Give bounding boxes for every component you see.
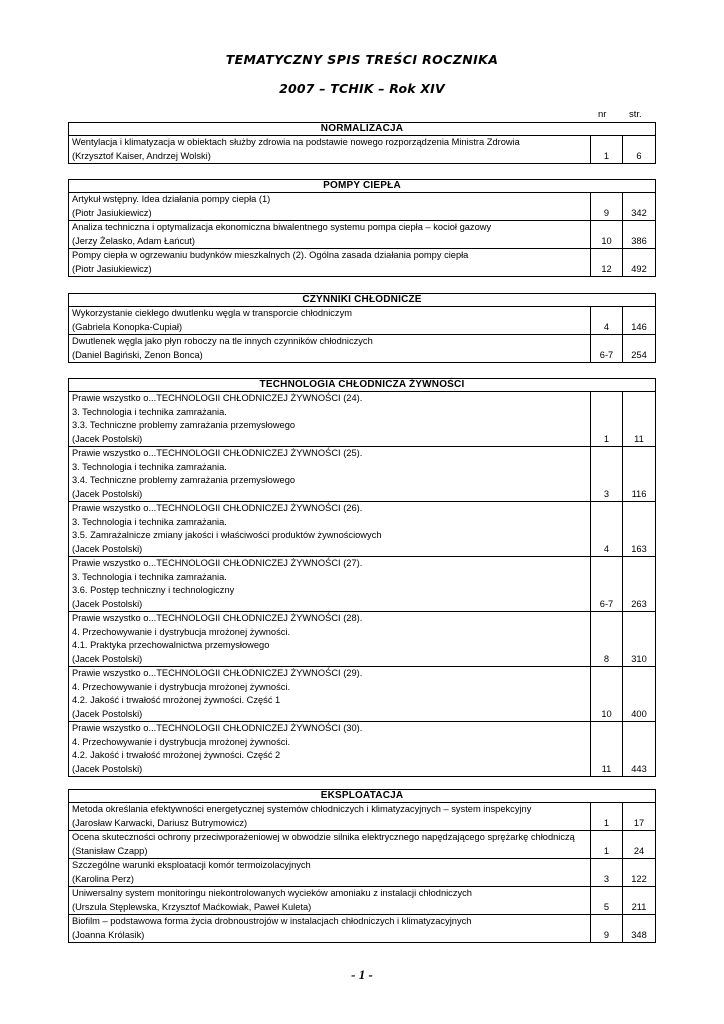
entry-title-line: 3.3. Techniczne problemy zamrażania przemysłowego — [72, 420, 296, 430]
entry-issue-number: 11 — [591, 722, 623, 776]
entry-text — [69, 335, 591, 362]
toc-entry — [69, 249, 655, 277]
entry-page-number: 400 — [631, 708, 647, 719]
entry-page-number: 122 — [631, 873, 647, 884]
entry-text — [69, 887, 591, 914]
entry-authors: (Daniel Bagiński, Zenon Bonca) — [72, 349, 203, 360]
entry-page-number: 17 — [633, 817, 645, 828]
entry-page-number: 386 — [631, 235, 647, 246]
section-heading: EKSPLOATACJA — [69, 790, 655, 803]
toc-entry — [69, 392, 655, 447]
entry-issue-number: 1 — [591, 136, 623, 163]
entry-page-number: 11 — [634, 433, 644, 444]
entry-authors: (Gabriela Konopka-Cupiał) — [72, 321, 183, 332]
entry-page-number: 310 — [631, 653, 647, 664]
toc-section — [68, 378, 656, 777]
toc-entry — [69, 831, 655, 859]
entry-text — [69, 136, 591, 163]
entry-issue-number: 6-7 — [591, 557, 623, 611]
entry-authors: (Jacek Postolski) — [72, 708, 143, 719]
entry-issue-number: 12 — [591, 249, 623, 276]
entry-text — [69, 502, 591, 556]
entry-text — [69, 193, 591, 220]
entry-page-number: 263 — [631, 598, 647, 609]
entry-title-line: 4.2. Jakość i trwałość mrożonej żywności. Część 1 — [72, 695, 281, 705]
entry-page-number: 24 — [633, 845, 645, 856]
entry-text — [69, 915, 591, 942]
toc-entry — [69, 136, 655, 164]
entry-title-line: Biofilm – podstawowa forma życia drobnoustrojów w instalacjach chłodniczych i klimatyzacyjnych — [72, 916, 472, 926]
entry-authors: (Joanna Królasik) — [72, 929, 145, 940]
entry-title-line: Prawie wszystko o...TECHNOLOGII CHŁODNICZEJ ŻYWNOŚCI (26). — [72, 503, 363, 513]
entry-title-line: Wentylacja i klimatyzacja w obiektach służby zdrowia na podstawie nowego rozporządzenia Ministra Zdrowia — [72, 137, 520, 147]
toc-entry — [69, 502, 655, 557]
entry-title-line: 3.6. Postęp techniczny i technologiczny — [72, 585, 235, 595]
entry-authors: (Piotr Jasiukiewicz) — [72, 207, 152, 218]
entry-issue-number: 3 — [591, 447, 623, 501]
entry-title-line: 3.4. Techniczne problemy zamrażania przemysłowego — [72, 475, 296, 485]
entry-authors: (Jerzy Żelasko, Adam Łańcut) — [72, 235, 195, 246]
entry-page-number: 492 — [631, 263, 647, 274]
toc-entry — [69, 557, 655, 612]
entry-authors: (Jacek Postolski) — [72, 488, 143, 499]
entry-text — [69, 667, 591, 721]
toc-entry — [69, 803, 655, 831]
column-header-nr: nr — [598, 109, 607, 120]
page-number: - 1 - — [351, 967, 373, 982]
toc-entry — [69, 221, 655, 249]
section-heading: POMPY CIEPŁA — [69, 180, 655, 193]
entry-issue-number: 8 — [591, 612, 623, 666]
section-heading: CZYNNIKI CHŁODNICZE — [69, 294, 655, 307]
toc-section — [68, 122, 656, 164]
entry-issue-number: 9 — [591, 193, 623, 220]
toc-section — [68, 789, 656, 943]
entry-text — [69, 612, 591, 666]
entry-page-number: 342 — [631, 207, 647, 218]
toc-section — [68, 293, 656, 363]
entry-title-line: 4.1. Praktyka przechowalnictwa przemysłowego — [72, 640, 270, 650]
entry-authors: (Jacek Postolski) — [72, 653, 143, 664]
entry-authors: (Jacek Postolski) — [72, 543, 143, 554]
entry-title-line: Prawie wszystko o...TECHNOLOGII CHŁODNICZEJ ŻYWNOŚCI (27). — [72, 558, 363, 568]
toc-entry — [69, 859, 655, 887]
entry-title-line: Uniwersalny system monitoringu niekontrolowanych wycieków amoniaku z instalacji chłodniczych — [72, 888, 472, 898]
document-title: TEMATYCZNY SPIS TREŚCI ROCZNIKA — [225, 52, 499, 67]
entry-title-line: 3. Technologia i technika zamrażania. — [72, 516, 227, 527]
entry-issue-number: 1 — [591, 803, 623, 830]
entry-issue-number: 5 — [591, 887, 623, 914]
entry-title-line: Szczególne warunki eksploatacji komór termoizolacyjnych — [72, 860, 311, 870]
entry-title-line: Prawie wszystko o...TECHNOLOGII CHŁODNICZEJ ŻYWNOŚCI (25). — [72, 448, 363, 458]
toc-section — [68, 179, 656, 277]
entry-title-line: 4. Przechowywanie i dystrybucja mrożonej żywności. — [72, 736, 291, 747]
entry-text — [69, 557, 591, 611]
section-heading: TECHNOLOGIA CHŁODNICZA ŻYWNOŚCI — [69, 379, 655, 392]
entry-authors: (Jacek Postolski) — [72, 763, 143, 774]
entry-text — [69, 392, 591, 446]
entry-page-number: 146 — [631, 321, 647, 332]
entry-title-line: Ocena skuteczności ochrony przeciwporażeniowej w obwodzie silnika elektrycznego napędzającego sprężarkę chłodniczą — [72, 832, 575, 842]
entry-title-line: Metoda określania efektywności energetycznej systemów chłodniczych i klimatyzacyjnych – system inspekcyjny — [72, 804, 532, 814]
entry-title-line: 3. Technologia i technika zamrażania. — [72, 571, 227, 582]
entry-issue-number: 3 — [591, 859, 623, 886]
entry-authors: (Piotr Jasiukiewicz) — [72, 263, 152, 274]
entry-page-number: 116 — [631, 488, 647, 499]
entry-issue-number: 10 — [591, 667, 623, 721]
section-heading: NORMALIZACJA — [69, 123, 655, 136]
entry-page-number: 6 — [636, 150, 642, 161]
entry-title-line: 3.5. Zamrażalnicze zmiany jakości i właściwości produktów żywnościowych — [72, 530, 382, 540]
entry-page-number: 443 — [631, 763, 647, 774]
toc-entry — [69, 447, 655, 502]
entry-text — [69, 307, 591, 334]
toc-entry — [69, 335, 655, 363]
toc-entry — [69, 193, 655, 221]
entry-authors: (Jarosław Karwacki, Dariusz Butrymowicz) — [72, 817, 248, 828]
entry-title-line: Analiza techniczna i optymalizacja ekonomiczna biwalentnego systemu pompa ciepła – kocioł gazowy — [72, 222, 492, 232]
entry-page-number: 163 — [631, 543, 647, 554]
entry-issue-number: 6-7 — [591, 335, 623, 362]
document-subtitle: 2007 – TCHIK – Rok XIV — [279, 81, 445, 96]
entry-authors: (Karolina Perz) — [72, 873, 135, 884]
entry-title-line: 4.2. Jakość i trwałość mrożonej żywności. Część 2 — [72, 750, 281, 760]
entry-authors: (Jacek Postolski) — [72, 598, 143, 609]
entry-title-line: 4. Przechowywanie i dystrybucja mrożonej żywności. — [72, 626, 291, 637]
entry-authors: (Stanisław Czapp) — [72, 845, 148, 856]
entry-text — [69, 831, 591, 858]
entry-text — [69, 249, 591, 276]
entry-title-line: Prawie wszystko o...TECHNOLOGII CHŁODNICZEJ ŻYWNOŚCI (28). — [72, 613, 363, 623]
entry-issue-number: 1 — [591, 392, 623, 446]
toc-entry — [69, 915, 655, 943]
toc-entry — [69, 722, 655, 777]
entry-title-line: Prawie wszystko o...TECHNOLOGII CHŁODNICZEJ ŻYWNOŚCI (24). — [72, 393, 363, 403]
toc-entry — [69, 307, 655, 335]
entry-page-number: 348 — [631, 929, 647, 940]
entry-issue-number: 1 — [591, 831, 623, 858]
entry-title-line: 3. Technologia i technika zamrażania. — [72, 406, 227, 417]
entry-title-line: 3. Technologia i technika zamrażania. — [72, 461, 227, 472]
entry-title-line: Prawie wszystko o...TECHNOLOGII CHŁODNICZEJ ŻYWNOŚCI (29). — [72, 668, 363, 678]
column-header-str: str. — [629, 109, 642, 120]
entry-page-number: 211 — [631, 901, 647, 912]
entry-text — [69, 447, 591, 501]
entry-text — [69, 722, 591, 776]
entry-title-line: Dwutlenek węgla jako płyn roboczy na tle innych czynników chłodniczych — [72, 336, 373, 346]
entry-page-number: 254 — [631, 349, 647, 360]
entry-issue-number: 4 — [591, 307, 623, 334]
entry-title-line: Prawie wszystko o...TECHNOLOGII CHŁODNICZEJ ŻYWNOŚCI (30). — [72, 723, 363, 733]
entry-issue-number: 10 — [591, 221, 623, 248]
entry-title-line: Wykorzystanie ciekłego dwutlenku węgla w transporcie chłodniczym — [72, 308, 352, 318]
entry-authors: (Krzysztof Kaiser, Andrzej Wolski) — [72, 150, 211, 161]
entry-text — [69, 221, 591, 248]
entry-title-line: Pompy ciepła w ogrzewaniu budynków mieszkalnych (2). Ogólna zasada działania pompy ciepła — [72, 250, 469, 260]
entry-authors: (Jacek Postolski) — [72, 433, 143, 444]
entry-title-line: 4. Przechowywanie i dystrybucja mrożonej żywności. — [72, 681, 291, 692]
toc-entry — [69, 667, 655, 722]
entry-text — [69, 803, 591, 830]
toc-entry — [69, 887, 655, 915]
entry-issue-number: 4 — [591, 502, 623, 556]
entry-issue-number: 9 — [591, 915, 623, 942]
entry-title-line: Artykuł wstępny. Idea działania pompy ciepła (1) — [72, 194, 271, 204]
toc-entry — [69, 612, 655, 667]
entry-text — [69, 859, 591, 886]
entry-authors: (Urszula Stęplewska, Krzysztof Maćkowiak, Paweł Kuleta) — [72, 901, 312, 912]
